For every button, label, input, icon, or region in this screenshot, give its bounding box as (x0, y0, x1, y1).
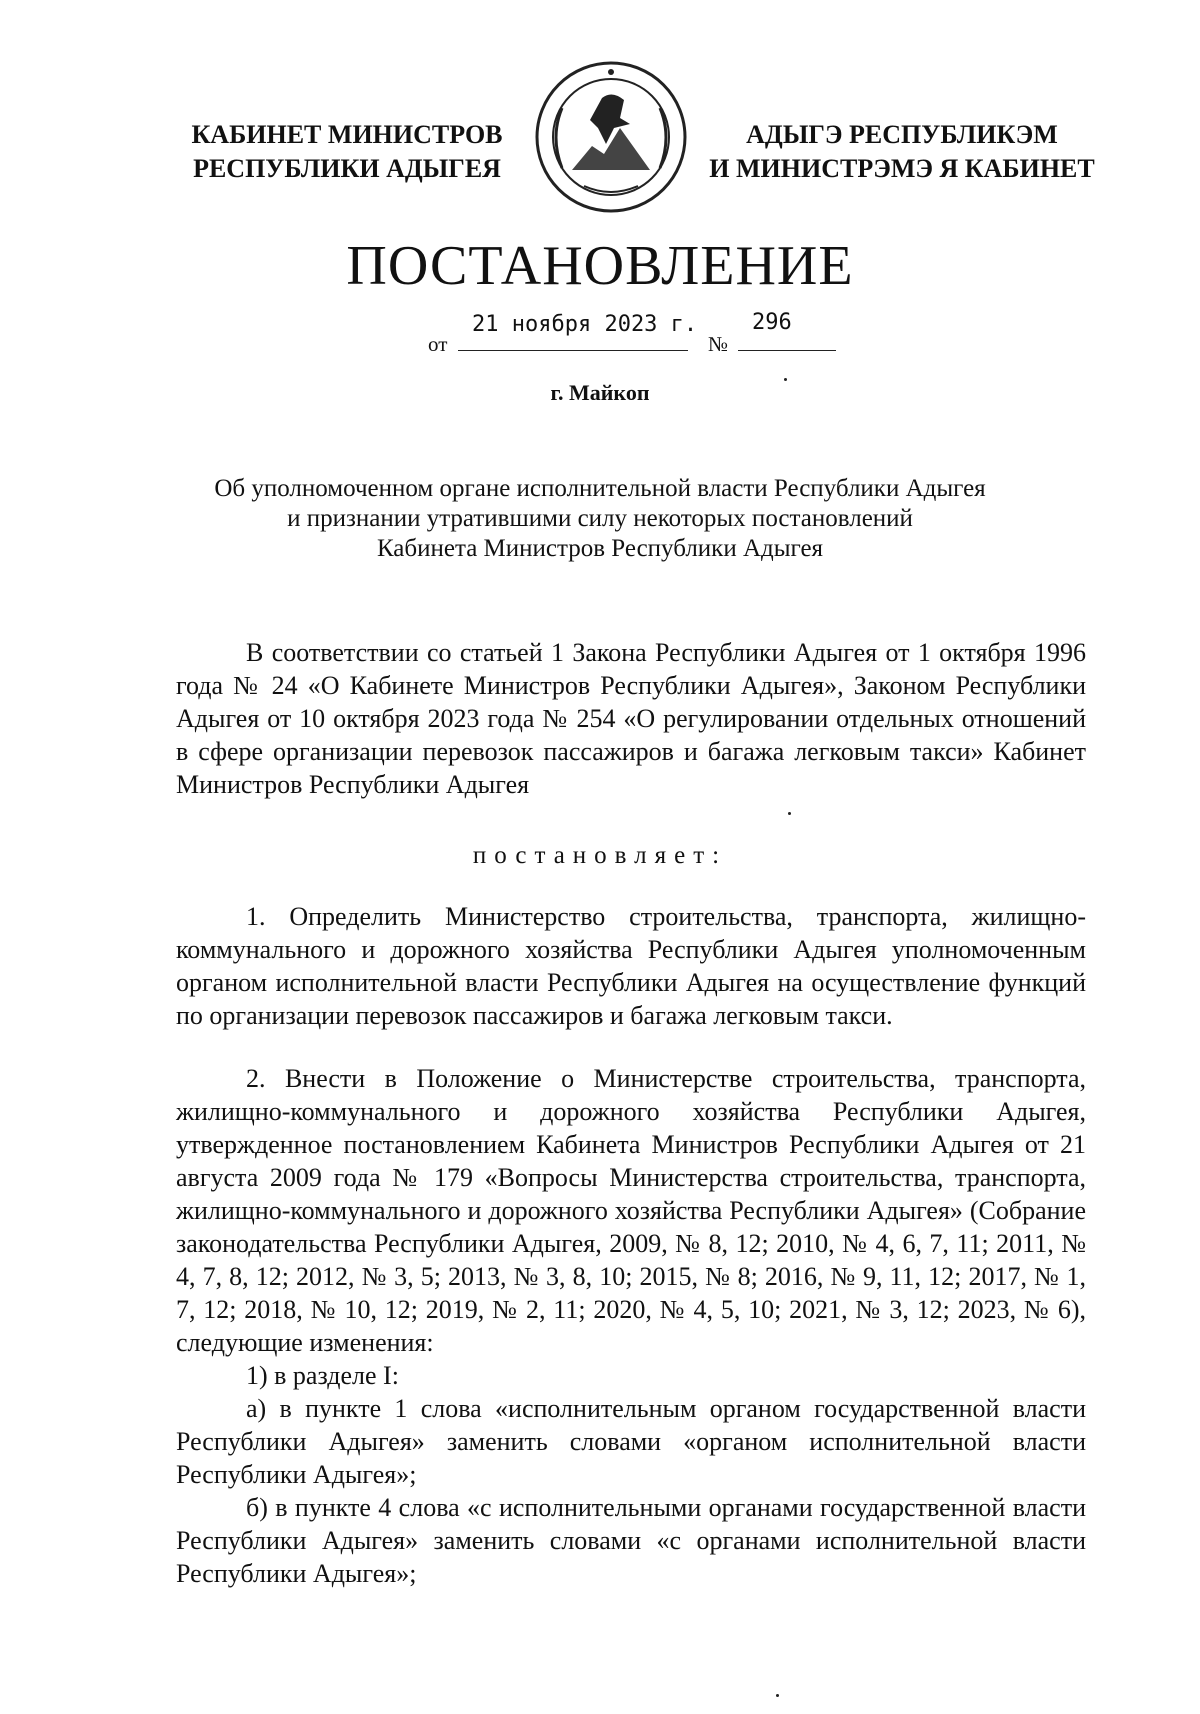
subject-line-2: и признании утратившими силу некоторых постановлений (287, 505, 913, 532)
document-city: г. Майкоп (550, 380, 650, 405)
header-right-line-2: И МИНИСТРЭМЭ Я КАБИНЕТ (709, 154, 1095, 183)
resolves-heading: постановляет: (472, 842, 728, 869)
from-label: от (428, 332, 448, 356)
header-left-line-1: КАБИНЕТ МИНИСТРОВ (191, 120, 503, 149)
scan-speck (788, 812, 791, 815)
item-2-block (176, 1062, 1086, 1590)
document-title: ПОСТАНОВЛЕНИЕ (346, 235, 854, 297)
date-number-row (0, 310, 1200, 360)
item-2-text: 2. Внести в Положение о Министерстве строительства, транспорта, жилищно-коммунального и дорожного хозяйства Республики Адыгея, утвержденное постановлением Кабинета Министров Республики Адыгея от 21 августа 2009 года № 179 «Вопросы Министерства строительства, транспорта, жилищно-коммунального и дорожного хозяйства Республики Адыгея» (Собрание законодательства Республики Адыгея, 2009, № 8, 12; 2010, № 4, 6, 7, 11; 2011, № 4, 7, 8, 12; 2012, № 3, 5; 2013, № 3, 8, 10; 2015, № 8; 2016, № 9, 11, 12; 2017, № 1, 7, 12; 2018, № 10, 12; 2019, № 2, 11; 2020, № 4, 5, 10; 2021, № 3, 12; 2023, № 6), следующие изменения: (176, 1064, 1086, 1357)
adygea-coat-of-arms-icon (532, 58, 690, 216)
document-number: 296 (752, 310, 792, 335)
preamble-text: В соответствии со статьей 1 Закона Республики Адыгея от 1 октября 1996 года № 24 «О Кабинете Министров Республики Адыгея», Законом Республики Адыгея от 10 октября 2023 года № 254 «О регулировании отдельных отношений в сфере организации перевозок пассажиров и багажа легковым такси» Кабинет Министров Республики Адыгея (176, 638, 1086, 799)
header-right-line-1: АДЫГЭ РЕСПУБЛИКЭМ (746, 120, 1058, 149)
subject-line-1: Об уполномоченном органе исполнительной власти Республики Адыгея (214, 475, 986, 502)
number-underline (738, 350, 836, 351)
header-issuer-russian (186, 118, 508, 186)
number-label: № (708, 332, 729, 356)
subject-line-3: Кабинета Министров Республики Адыгея (376, 535, 824, 562)
document-subject (0, 474, 1200, 564)
sub-item-1a-text: а) в пункте 1 слова «исполнительным органом государственной власти Республики Адыгея» заменить словами «органом исполнительной власти Республики Адыгея»; (176, 1394, 1086, 1489)
date-underline (458, 350, 688, 351)
document-date: 21 ноября 2023 г. (472, 312, 698, 337)
item-1-text: 1. Определить Министерство строительства, транспорта, жилищно-коммунального и дорожного хозяйства Республики Адыгея уполномоченным органом исполнительной власти Республики Адыгея на осуществление функций по организации перевозок пассажиров и багажа легковым такси. (176, 902, 1086, 1030)
preamble-paragraph (176, 636, 1086, 801)
sub-item-1b-text: б) в пункте 4 слова «с исполнительными органами государственной власти Республики Адыгея» заменить словами «с органами исполнительной власти Республики Адыгея»; (176, 1493, 1086, 1588)
header-issuer-adyghe (702, 118, 1102, 186)
sub-item-1-text: 1) в разделе I: (246, 1361, 399, 1390)
scan-speck (776, 1694, 779, 1697)
header-left-line-2: РЕСПУБЛИКИ АДЫГЕЯ (193, 154, 501, 183)
item-1-paragraph (176, 900, 1086, 1032)
